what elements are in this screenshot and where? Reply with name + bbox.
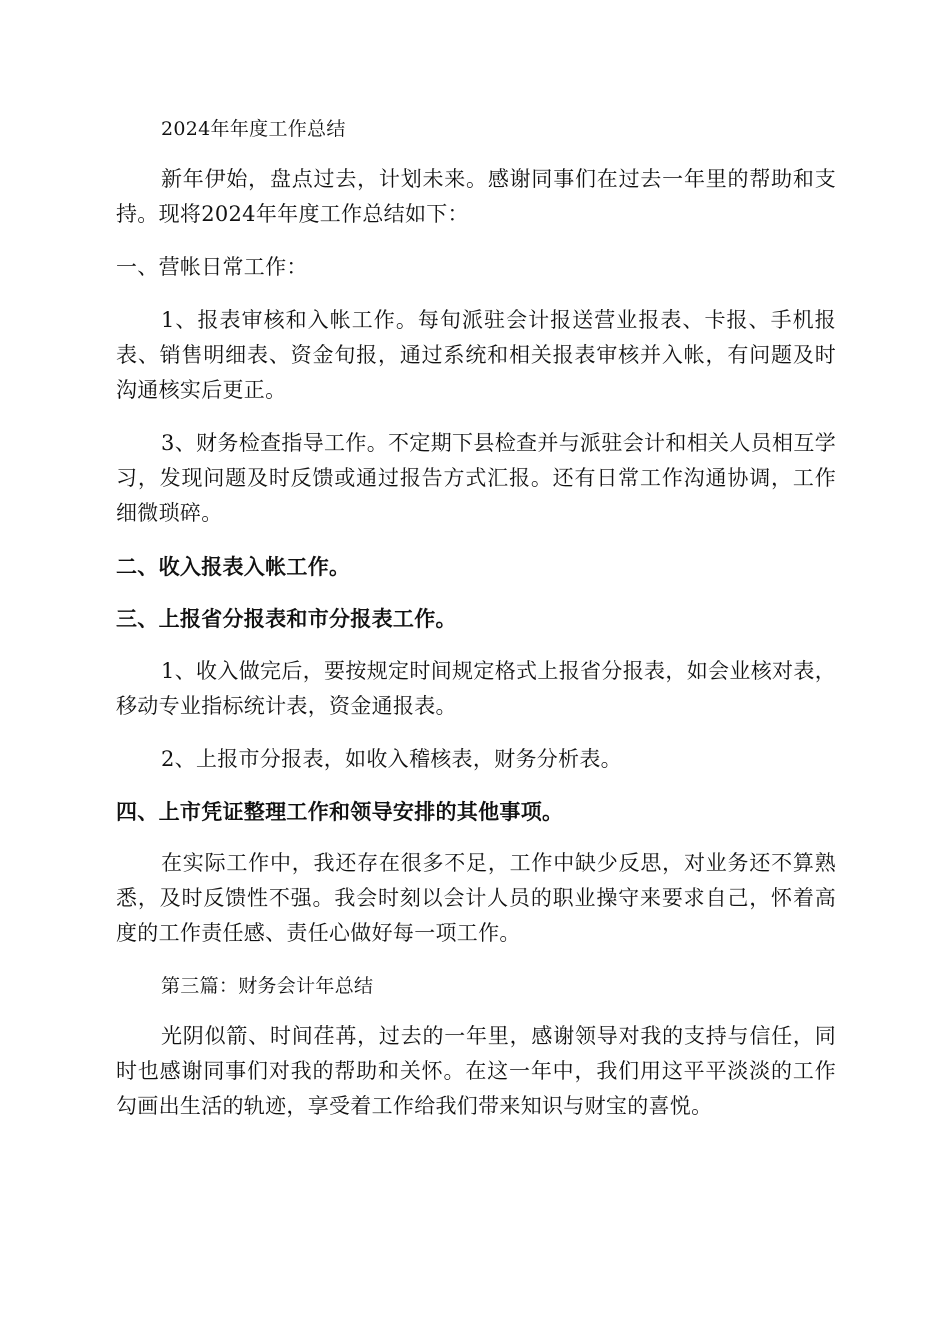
section-heading-3: 三、上报省分报表和市分报表工作。 xyxy=(116,606,457,631)
document-page xyxy=(116,112,836,1124)
item-provincial-reports: 1、收入做完后，要按规定时间规定格式上报省分报表，如会业核对表，移动专业指标统计表，资金通报表。 xyxy=(116,659,836,718)
section-heading-2: 二、收入报表入帐工作。 xyxy=(116,554,351,579)
item-city-reports: 2、上报市分报表，如收入稽核表，财务分析表。 xyxy=(161,747,622,771)
self-reflection-paragraph: 在实际工作中，我还存在很多不足，工作中缺少反思，对业务还不算熟悉，及时反馈性不强。我会时刻以会计人员的职业操守来要求自己，怀着高度的工作责任感、责任心做好每一项工作。 xyxy=(116,851,836,945)
section-heading-1: 一、营帐日常工作： xyxy=(116,255,308,279)
chapter-three-paragraph: 光阴似箭、时间荏苒，过去的一年里，感谢领导对我的支持与信任，同时也感谢同事们对我的帮助和关怀。在这一年中，我们用这平平淡淡的工作勾画出生活的轨迹，享受着工作给我们带来知识与财宝的喜悦。 xyxy=(116,1024,836,1118)
item-financial-inspection: 3、财务检查指导工作。不定期下县检查并与派驻会计和相关人员相互学习，发现问题及时反馈或通过报告方式汇报。还有日常工作沟通协调，工作细微琐碎。 xyxy=(116,431,836,525)
chapter-three-title: 第三篇：财务会计年总结 xyxy=(161,975,374,997)
doc-title: 2024年年度工作总结 xyxy=(161,118,346,140)
section-heading-4: 四、上市凭证整理工作和领导安排的其他事项。 xyxy=(116,799,564,824)
intro-paragraph: 新年伊始，盘点过去，计划未来。感谢同事们在过去一年里的帮助和支持。现将2024年年度工作总结如下： xyxy=(116,167,836,226)
item-report-review: 1、报表审核和入帐工作。每旬派驻会计报送营业报表、卡报、手机报表、销售明细表、资金旬报，通过系统和相关报表审核并入帐，有问题及时沟通核实后更正。 xyxy=(116,308,836,402)
